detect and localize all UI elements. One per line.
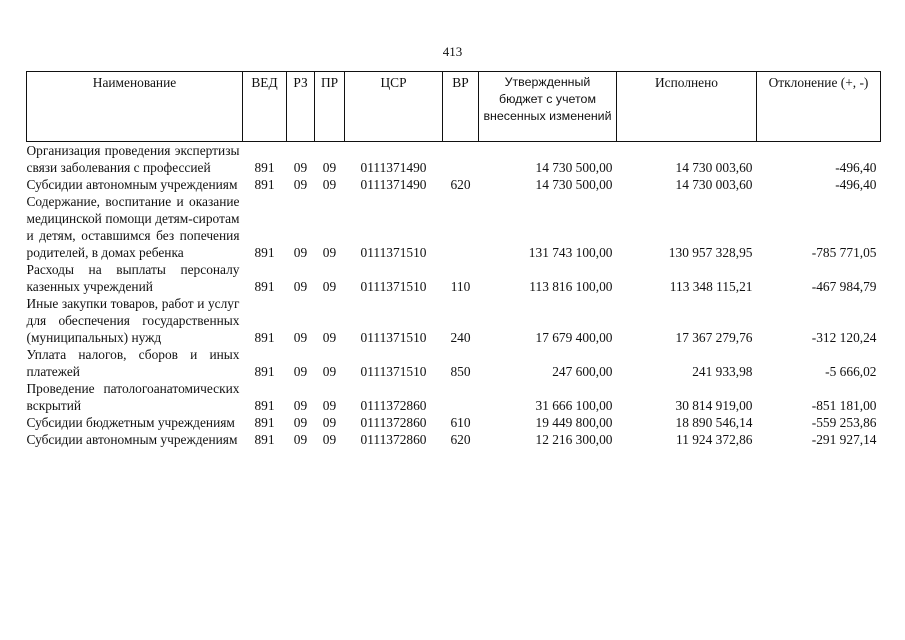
row-pr: 09 (322, 364, 337, 379)
header-approved: Утвержденный бюджет с учетом внесенных изменений (479, 72, 617, 142)
header-name: Наименование (27, 72, 243, 142)
row-executed: 11 924 372,86 (676, 432, 753, 447)
row-csr: 0111371510 (360, 364, 427, 379)
row-approved: 14 730 500,00 (535, 160, 613, 175)
row-name: Субсидии автономным учреждениям (26, 177, 238, 192)
row-approved: 113 816 100,00 (529, 279, 613, 294)
row-executed: 130 957 328,95 (668, 245, 753, 260)
row-executed: 14 730 003,60 (675, 177, 753, 192)
table-body (27, 142, 881, 449)
row-approved: 17 679 400,00 (535, 330, 613, 345)
row-ved: 891 (254, 245, 275, 260)
header-ved: ВЕД (243, 72, 287, 142)
row-pr: 09 (322, 398, 337, 413)
table-row (27, 142, 881, 177)
row-vr: 240 (450, 330, 471, 345)
row-csr: 0111372860 (360, 415, 427, 430)
row-vr (443, 380, 479, 414)
row-deviation: -467 984,79 (811, 279, 877, 294)
header-pr: ПР (315, 72, 345, 142)
row-approved: 19 449 800,00 (535, 415, 613, 430)
row-deviation: -312 120,24 (811, 330, 877, 345)
row-csr: 0111371490 (360, 160, 427, 175)
row-executed: 241 933,98 (692, 364, 753, 379)
page-number: 413 (442, 44, 463, 59)
row-deviation: -5 666,02 (825, 364, 877, 379)
row-name: Расходы на выплаты персоналу казенных учреждений (26, 262, 240, 294)
row-rz: 09 (293, 415, 308, 430)
row-approved: 131 743 100,00 (528, 245, 613, 260)
budget-table (26, 71, 881, 448)
row-vr: 620 (450, 432, 471, 447)
row-csr: 0111371490 (360, 177, 427, 192)
row-pr: 09 (322, 245, 337, 260)
table-row (27, 261, 881, 295)
row-executed: 14 730 003,60 (675, 160, 753, 175)
row-rz: 09 (293, 160, 308, 175)
row-rz: 09 (293, 279, 308, 294)
row-name: Содержание, воспитание и оказание медицинской помощи детям-сиротам и детям, оставшимся без попечения родителей, в домах ребенка (26, 194, 240, 260)
row-executed: 113 348 115,21 (669, 279, 753, 294)
row-vr: 620 (450, 177, 471, 192)
row-approved: 31 666 100,00 (535, 398, 613, 413)
row-pr: 09 (322, 432, 337, 447)
row-ved: 891 (254, 364, 275, 379)
row-ved: 891 (254, 432, 275, 447)
row-pr: 09 (322, 160, 337, 175)
row-deviation: -851 181,00 (811, 398, 877, 413)
row-rz: 09 (293, 330, 308, 345)
row-vr (443, 142, 479, 177)
row-ved: 891 (254, 177, 275, 192)
row-ved: 891 (254, 160, 275, 175)
row-ved: 891 (254, 398, 275, 413)
row-rz: 09 (293, 398, 308, 413)
header-csr: ЦСР (345, 72, 443, 142)
row-name: Проведение патологоанатомических вскрытий (26, 381, 240, 413)
row-ved: 891 (254, 279, 275, 294)
row-deviation: -559 253,86 (811, 415, 877, 430)
row-pr: 09 (322, 177, 337, 192)
row-executed: 30 814 919,00 (675, 398, 753, 413)
row-deviation: -496,40 (835, 160, 877, 175)
table-row (27, 414, 881, 431)
row-rz: 09 (293, 364, 308, 379)
row-csr: 0111371510 (360, 330, 427, 345)
row-rz: 09 (293, 245, 308, 260)
row-csr: 0111372860 (360, 398, 427, 413)
table-row (27, 295, 881, 346)
row-ved: 891 (254, 330, 275, 345)
row-name: Организация проведения экспертизы связи заболевания с профессией (26, 143, 240, 175)
row-name: Субсидии автономным учреждениям (26, 432, 238, 447)
table-row (27, 431, 881, 448)
header-deviation: Отклонение (+, -) (757, 72, 881, 142)
row-deviation: -785 771,05 (811, 245, 877, 260)
header-row (27, 72, 881, 142)
row-vr: 850 (450, 364, 471, 379)
table-row (27, 346, 881, 380)
row-csr: 0111372860 (360, 432, 427, 447)
row-rz: 09 (293, 177, 308, 192)
row-approved: 12 216 300,00 (535, 432, 613, 447)
header-vr: ВР (443, 72, 479, 142)
row-csr: 0111371510 (360, 279, 427, 294)
row-name: Иные закупки товаров, работ и услуг для обеспечения государственных (муниципальных) нужд (26, 296, 240, 345)
header-executed: Исполнено (617, 72, 757, 142)
row-pr: 09 (322, 415, 337, 430)
table-row (27, 176, 881, 193)
table-row (27, 380, 881, 414)
row-approved: 14 730 500,00 (535, 177, 613, 192)
table-header (27, 72, 881, 142)
row-approved: 247 600,00 (552, 364, 613, 379)
row-executed: 17 367 279,76 (675, 330, 753, 345)
row-executed: 18 890 546,14 (675, 415, 753, 430)
row-rz: 09 (293, 432, 308, 447)
row-vr (443, 193, 479, 261)
table-row (27, 193, 881, 261)
row-name: Субсидии бюджетным учреждениям (26, 415, 235, 430)
row-csr: 0111371510 (360, 245, 427, 260)
row-vr: 610 (450, 415, 471, 430)
row-pr: 09 (322, 330, 337, 345)
row-ved: 891 (254, 415, 275, 430)
row-name: Уплата налогов, сборов и иных платежей (26, 347, 240, 379)
row-vr: 110 (450, 279, 471, 294)
row-deviation: -496,40 (835, 177, 877, 192)
row-pr: 09 (322, 279, 337, 294)
row-deviation: -291 927,14 (811, 432, 877, 447)
header-rz: РЗ (287, 72, 315, 142)
